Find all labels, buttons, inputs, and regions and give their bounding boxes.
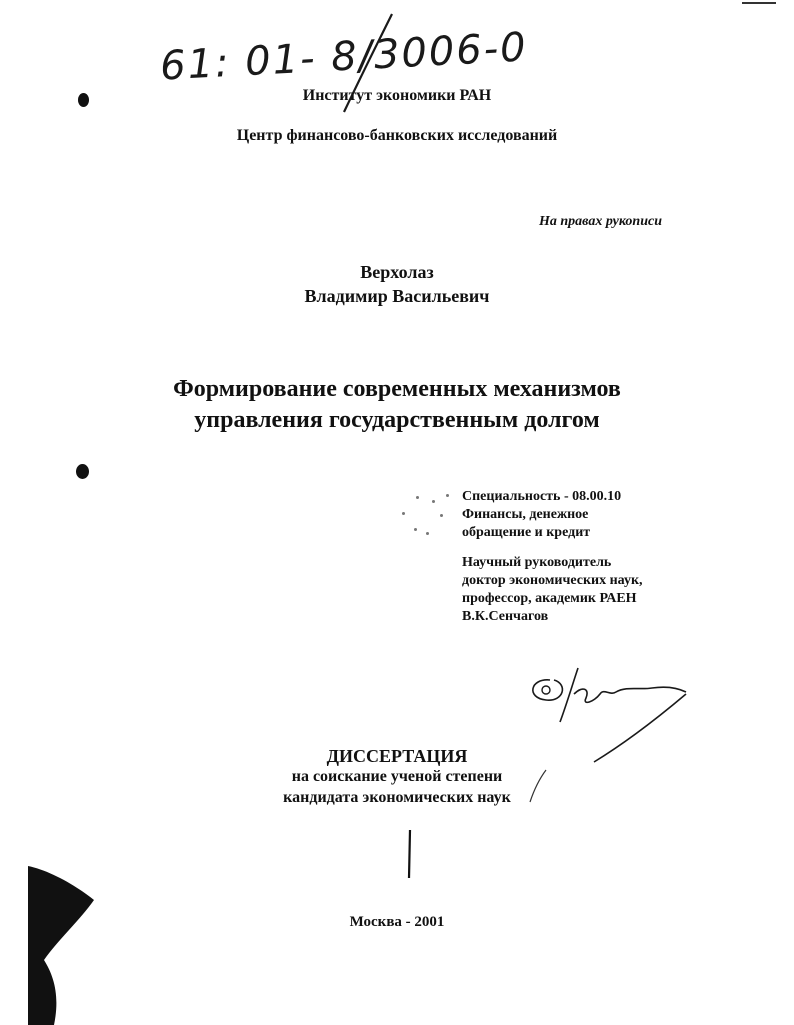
vertical-pen-stroke	[404, 828, 416, 880]
author-surname: Верхолаз	[360, 262, 434, 282]
dissertation-degree-line: на соискание ученой степени	[291, 768, 503, 785]
scan-speckle	[426, 532, 429, 535]
binding-shadow-mark	[28, 860, 98, 1025]
dissertation-degree-line: кандидата экономических наук	[283, 789, 511, 806]
city-and-year: Москва - 2001	[349, 914, 445, 930]
advisor-line: В.К.Сенчагов	[462, 609, 549, 624]
punch-hole-mark-middle	[76, 464, 89, 479]
scan-speckle	[440, 514, 443, 517]
scan-speckle	[432, 500, 435, 503]
scan-speckle	[402, 512, 405, 515]
advisor-line: Научный руководитель	[462, 555, 612, 570]
corner-dash-mark	[740, 0, 780, 8]
rights-note: На правах рукописи	[539, 214, 662, 229]
title-line: Формирование современных механизмов	[173, 376, 621, 402]
specialty-line: Финансы, денежное	[462, 507, 589, 522]
specialty-block	[462, 488, 621, 542]
pen-tick-mark	[526, 766, 550, 806]
scan-speckle	[414, 528, 417, 531]
specialty-line: Специальность - 08.00.10	[462, 489, 622, 504]
title-line: управления государственным долгом	[194, 407, 600, 433]
scan-speckle	[416, 496, 419, 499]
scan-speckle	[446, 494, 449, 497]
handwritten-catalog-code: 61: 01- 8/3006-0	[159, 24, 529, 90]
dissertation-heading: ДИССЕРТАЦИЯ	[326, 746, 468, 766]
advisor-block	[462, 554, 643, 626]
author-name: Владимир Васильевич	[304, 286, 490, 306]
research-center-name: Центр финансово-банковских исследований	[236, 127, 558, 144]
institute-name: Институт экономики РАН	[302, 87, 492, 104]
advisor-line: профессор, академик РАЕН	[462, 591, 637, 606]
advisor-line: доктор экономических наук,	[462, 573, 643, 588]
dissertation-title	[0, 374, 794, 436]
specialty-line: обращение и кредит	[462, 525, 591, 540]
